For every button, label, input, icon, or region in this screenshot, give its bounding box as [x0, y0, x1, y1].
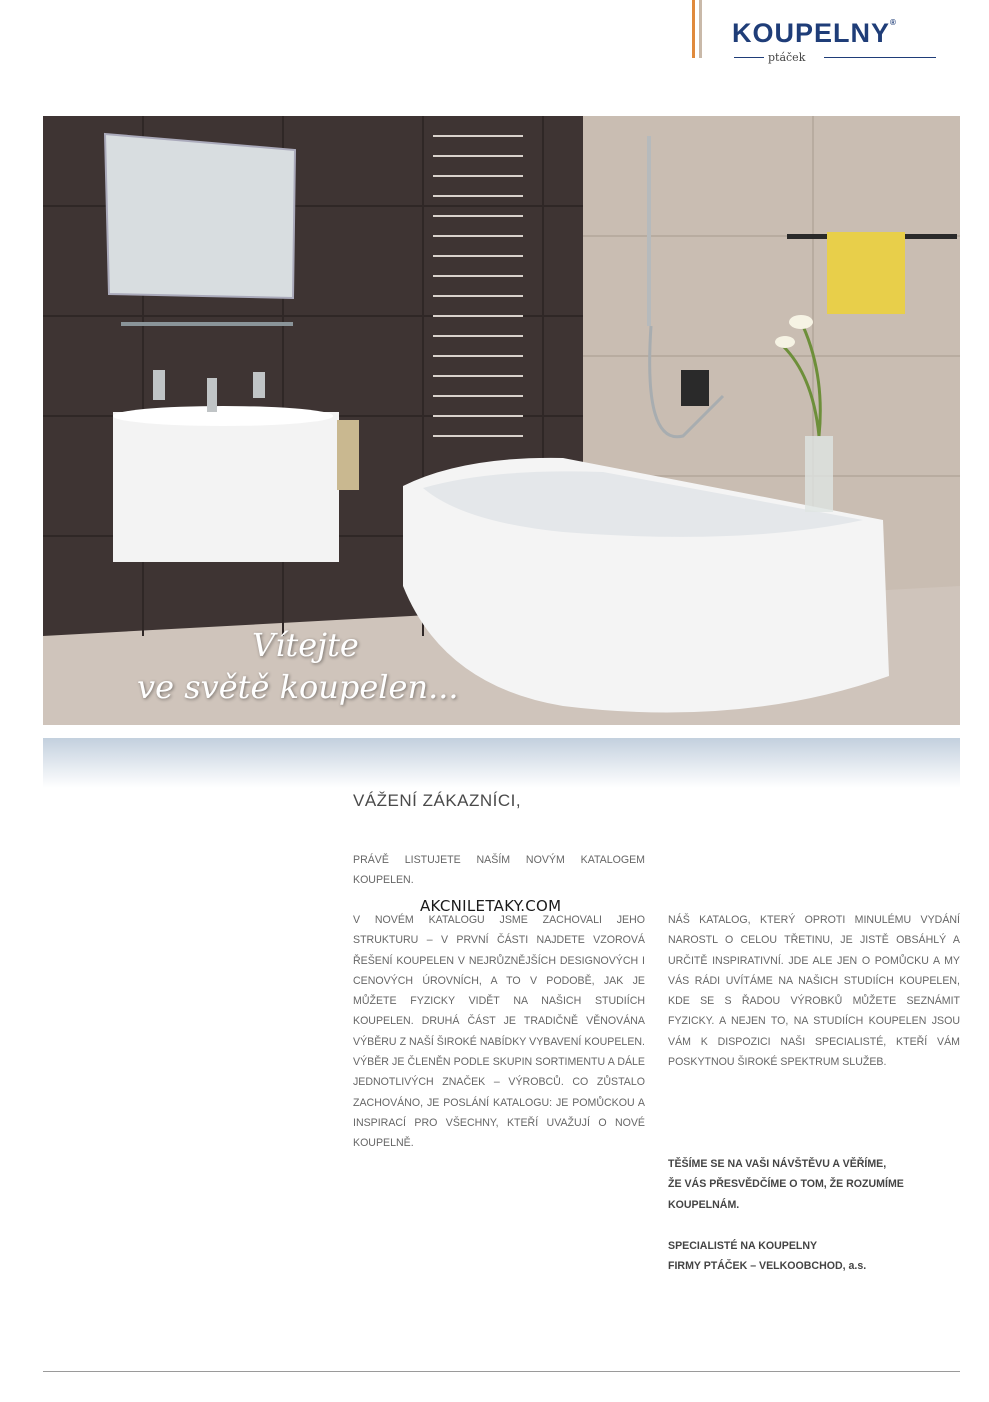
- closing-line: TĚŠÍME SE NA VAŠI NÁVŠTĚVU A VĚŘÍME,: [668, 1158, 887, 1170]
- logo-rule-right: [824, 57, 936, 58]
- brand-subname: ptáček: [768, 51, 806, 64]
- watermark-text: AKCNILETAKY.COM: [420, 897, 562, 915]
- header-accent-bars: [692, 0, 706, 58]
- brand-wordmark: KOUPELNY®: [732, 18, 897, 48]
- paragraph-right: NÁŠ KATALOG, KTERÝ OPROTI MINULÉMU VYDÁNÍ NAROSTL O CELOU TŘETINU, JE JISTĚ OBSÁHLÝ A URČITĚ INSPIRATIVNÍ. JDE ALE JEN O POMŮCKU A MY VÁS RÁDI UVÍTÁME NA NAŠICH STUDIÍCH KOUPELEN, KDE SE S ŘADOU VÝROBKŮ MŮŽETE SEZNÁMIT FYZICKY. A NEJEN TO, NA STUDIÍCH KOUPELEN JSOU VÁM K DISPOZICI NAŠI SPECIALISTÉ, KTEŘÍ VÁM POSKYTNOU ŠIROKÉ SPEKTRUM SLUŽEB.: [668, 914, 960, 1069]
- signature-line: SPECIALISTÉ NA KOUPELNY: [668, 1240, 818, 1252]
- signature-line: FIRMY PTÁČEK – VELKOOBCHOD, a.s.: [668, 1260, 867, 1273]
- footer-divider: [43, 1371, 960, 1372]
- hero-bathroom-photo: [43, 116, 960, 725]
- intro-text: PRÁVĚ LISTUJETE NAŠÍM NOVÝM KATALOGEM KOUPELEN.: [353, 854, 645, 887]
- closing-line: ŽE VÁS PŘESVĚDČÍME O TOM, ŽE ROZUMÍME: [668, 1178, 904, 1191]
- closing-line: KOUPELNÁM.: [668, 1198, 740, 1211]
- hero-caption: [137, 624, 459, 708]
- closing-text: [668, 1154, 960, 1215]
- letter-heading: VÁŽENÍ ZÁKAZNÍCI,: [353, 791, 522, 810]
- logo-rule-left: [734, 57, 764, 58]
- photo-fade-band: [43, 738, 960, 788]
- hero-caption-line2: ve světě koupelen...: [137, 668, 459, 706]
- paragraph-left: V NOVÉM KATALOGU JSME ZACHOVALI JEHO STRUKTURU – V PRVNÍ ČÁSTI NAJDETE VZOROVÁ ŘEŠENÍ KOUPELEN V NEJRŮZNĚJŠÍCH DESIGNOVÝCH I CENOVÝCH ÚROVNÍCH, A TO V PODOBĚ, JAK JE MŮŽETE FYZICKY VIDĚT NA NAŠICH STUDIÍCH KOUPELEN. DRUHÁ ČÁST JE TRADIČNĚ VĚNOVÁNA VÝBĚRU Z NAŠÍ ŠIROKÉ NABÍDKY VYBAVENÍ KOUPELEN. VÝBĚR JE ČLENĚN PODLE SKUPIN SORTIMENTU A DÁLE JEDNOTLIVÝCH ZNAČEK – VÝROBCŮ. CO ZŮSTALO ZACHOVÁNO, JE POSLÁNÍ KATALOGU: JE POMŮCKOU A INSPIRACÍ PRO VŠECHNY, KTEŘÍ UVAŽUJÍ O NOVÉ KOUPELNĚ.: [353, 914, 645, 1150]
- brand-logo[interactable]: [732, 18, 942, 62]
- signature-block: [668, 1236, 960, 1277]
- hero-caption-line1: Vítejte: [252, 626, 359, 664]
